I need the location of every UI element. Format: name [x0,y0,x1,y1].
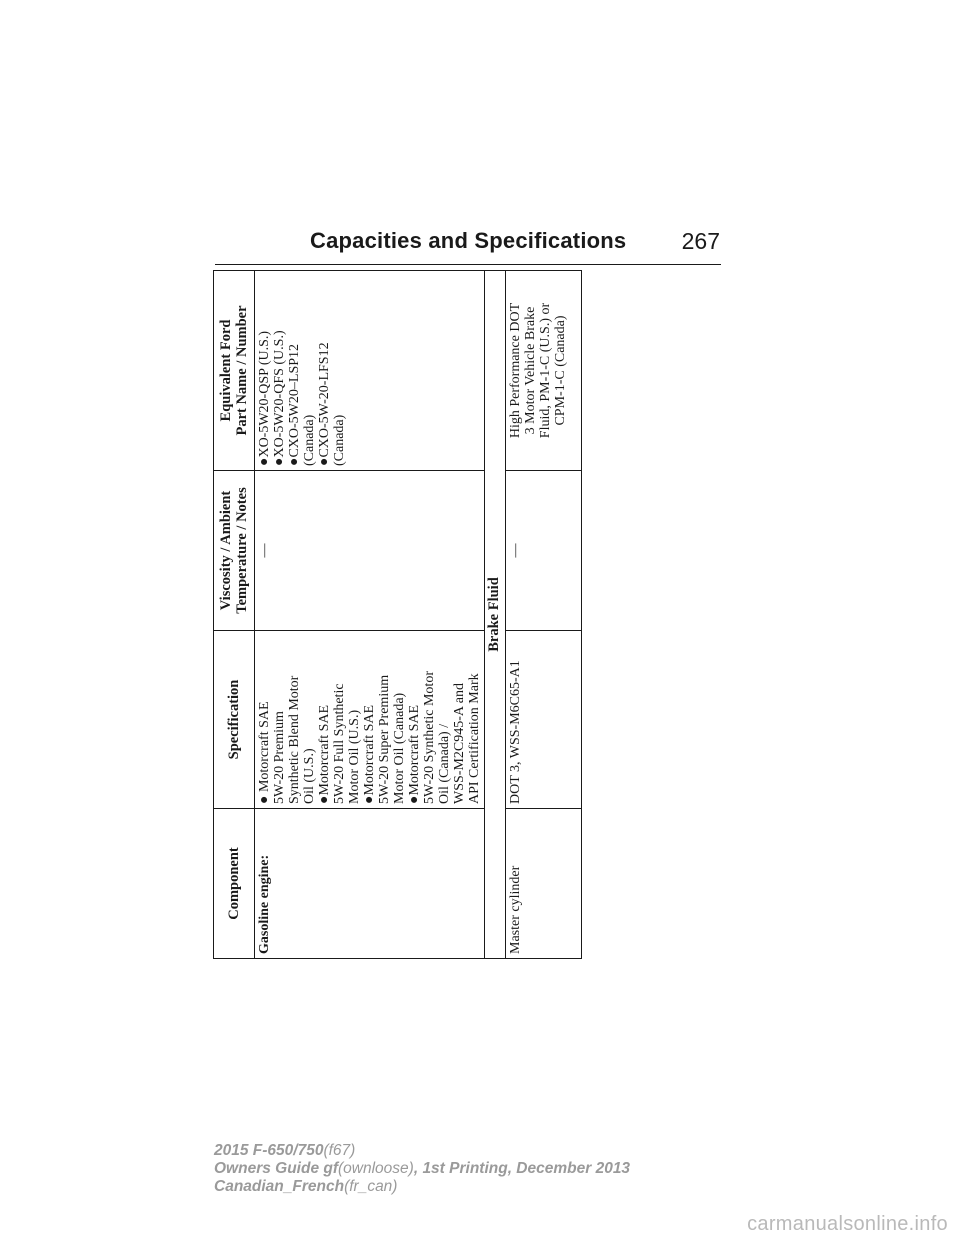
specifications-table [213,270,582,959]
column-header-part-number: Equivalent Ford Part Name / Number [214,271,255,471]
section-title: Brake Fluid [485,271,506,959]
table-row [506,271,582,959]
header-divider [215,264,721,265]
row-component: Gasoline engine: [255,809,485,959]
document-footer [214,1142,630,1196]
footer-line-2: Owners Guide gf(ownloose), 1st Printing, December 2013 [214,1160,631,1177]
page-header [300,228,722,262]
table-row [255,271,485,959]
row-notes: — [506,471,582,631]
column-header-specification: Specification [214,631,255,809]
rotated-table-region [213,271,582,959]
specifications-table-container [213,271,582,959]
table-header-row [214,271,255,959]
row-specification: DOT 3, WSS-M6C65-A1 [506,631,582,809]
row-part-number: ●XO-5W20-QSP (U.S.) ●XO-5W20-QFS (U.S.) ●CXO-5W20–LSP12 (Canada) ●CXO-5W-20-LFS12 (Canada) [255,271,485,471]
section-header-row [485,271,506,959]
footer-line-1: 2015 F-650/750(f67) [214,1142,356,1159]
row-specification: ● Motorcraft SAE 5W-20 Premium Synthetic Blend Motor Oil (U.S.) ●Motorcraft SAE 5W-20 Full Synthetic Motor Oil (U.S.) ●Motorcraft SAE 5W-20 Super Premium Motor Oil (Canada) ●Motorcraft SAE 5W-20 Synthetic Motor Oil (Canada) / WSS-M2C945-A and API Certification Mark [255,631,485,809]
watermark: carmanualsonline.info [747,1213,948,1235]
page-title: Capacities and Specifications [310,228,627,253]
page-number: 267 [681,228,720,254]
row-component: Master cylinder [506,809,582,959]
row-part-number: High Performance DOT 3 Motor Vehicle Brake Fluid, PM-1-C (U.S.) or CPM-1-C (Canada) [506,271,582,471]
column-header-notes: Viscosity / Ambient Temperature / Notes [214,471,255,631]
row-notes: — [255,471,485,631]
column-header-component: Component [214,809,255,959]
footer-line-3: Canadian_French(fr_can) [214,1178,398,1195]
